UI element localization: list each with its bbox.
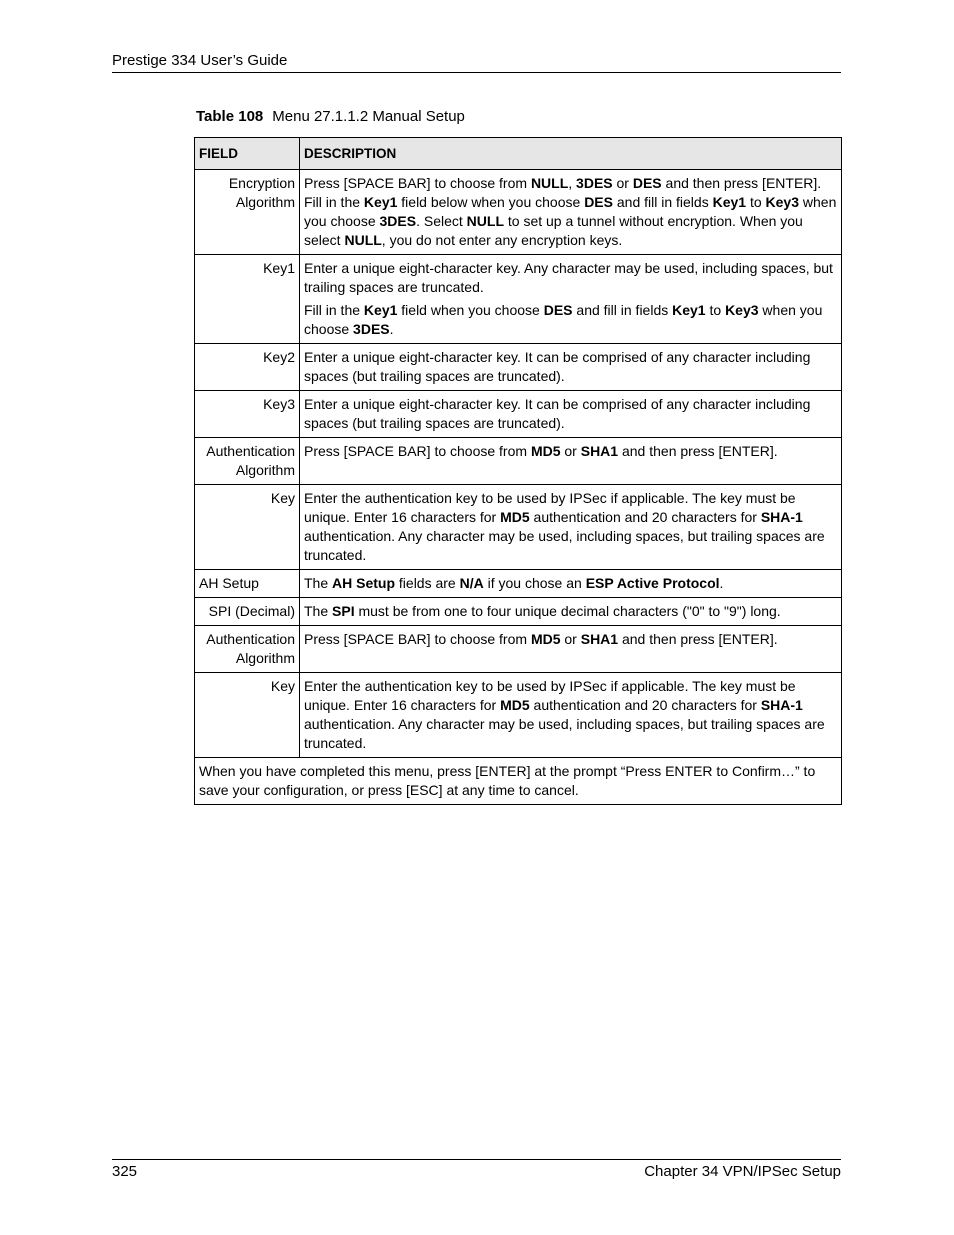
field-cell: AH Setup bbox=[195, 570, 300, 598]
chapter-title: Chapter 34 VPN/IPSec Setup bbox=[644, 1163, 841, 1180]
description-column-header: DESCRIPTION bbox=[300, 138, 842, 170]
field-cell: SPI (Decimal) bbox=[195, 598, 300, 626]
table-row bbox=[195, 485, 842, 570]
description-cell bbox=[300, 170, 842, 255]
description-paragraph: The AH Setup fields are N/A if you chose an ESP Active Protocol. bbox=[304, 575, 724, 591]
table-row bbox=[195, 598, 842, 626]
table-row bbox=[195, 255, 842, 344]
description-cell bbox=[300, 344, 842, 391]
field-cell: Key bbox=[195, 673, 300, 758]
table-note-row bbox=[195, 758, 842, 805]
table-caption bbox=[196, 107, 465, 127]
table-row bbox=[195, 438, 842, 485]
field-cell: Encryption Algorithm bbox=[195, 170, 300, 255]
description-paragraph: The SPI must be from one to four unique decimal characters ("0" to "9") long. bbox=[304, 603, 781, 619]
field-cell: Key3 bbox=[195, 391, 300, 438]
document-title: Prestige 334 User’s Guide bbox=[112, 52, 288, 69]
table-row bbox=[195, 391, 842, 438]
description-paragraph: Enter a unique eight-character key. It can be comprised of any character including spaces (but trailing spaces are truncated). bbox=[304, 396, 811, 431]
table-row bbox=[195, 170, 842, 255]
running-header bbox=[112, 51, 841, 73]
table-title: Menu 27.1.1.2 Manual Setup bbox=[272, 108, 465, 125]
description-paragraph: Press [SPACE BAR] to choose from MD5 or SHA1 and then press [ENTER]. bbox=[304, 443, 778, 459]
field-cell: Key bbox=[195, 485, 300, 570]
description-cell bbox=[300, 570, 842, 598]
description-paragraph: Enter a unique eight-character key. It can be comprised of any character including spaces (but trailing spaces are truncated). bbox=[304, 349, 811, 384]
field-cell: Authentication Algorithm bbox=[195, 626, 300, 673]
description-cell bbox=[300, 485, 842, 570]
field-cell: Authentication Algorithm bbox=[195, 438, 300, 485]
description-paragraph: Fill in the Key1 field when you choose DES and fill in fields Key1 to Key3 when you choose 3DES. bbox=[304, 302, 823, 337]
description-cell bbox=[300, 673, 842, 758]
description-paragraph: Enter a unique eight-character key. Any character may be used, including spaces, but trailing spaces are truncated. bbox=[304, 260, 833, 295]
manual-setup-table bbox=[194, 137, 842, 805]
table-note: When you have completed this menu, press [ENTER] at the prompt “Press ENTER to Confirm…” to save your configuration, or press [ESC] at any time to cancel. bbox=[195, 758, 842, 805]
table-header-row bbox=[195, 138, 842, 170]
description-paragraph: Press [SPACE BAR] to choose from MD5 or SHA1 and then press [ENTER]. bbox=[304, 631, 778, 647]
page-footer bbox=[112, 1159, 841, 1182]
field-cell: Key2 bbox=[195, 344, 300, 391]
description-cell bbox=[300, 391, 842, 438]
description-paragraph: Press [SPACE BAR] to choose from NULL, 3DES or DES and then press [ENTER]. Fill in the Key1 field below when you choose DES and fill in fields Key1 to Key3 when you choose 3DES. Select NULL to set up a tunnel without encryption. When you select NULL, you do not enter any encryption keys. bbox=[304, 175, 837, 248]
table-row bbox=[195, 673, 842, 758]
description-cell bbox=[300, 626, 842, 673]
description-cell bbox=[300, 598, 842, 626]
description-paragraph: Enter the authentication key to be used by IPSec if applicable. The key must be unique. Enter 16 characters for MD5 authentication and 20 characters for SHA-1 authentication. Any character may be used, including spaces, but trailing spaces are truncated. bbox=[304, 490, 825, 563]
table-row bbox=[195, 344, 842, 391]
description-cell bbox=[300, 438, 842, 485]
table-body bbox=[195, 170, 842, 758]
field-column-header: FIELD bbox=[195, 138, 300, 170]
page-number: 325 bbox=[112, 1163, 138, 1180]
table-number: Table 108 bbox=[196, 108, 264, 125]
table-row bbox=[195, 570, 842, 598]
description-paragraph: Enter the authentication key to be used by IPSec if applicable. The key must be unique. Enter 16 characters for MD5 authentication and 20 characters for SHA-1 authentication. Any character may be used, including spaces, but trailing spaces are truncated. bbox=[304, 678, 825, 751]
description-cell bbox=[300, 255, 842, 344]
field-cell: Key1 bbox=[195, 255, 300, 344]
table-row bbox=[195, 626, 842, 673]
